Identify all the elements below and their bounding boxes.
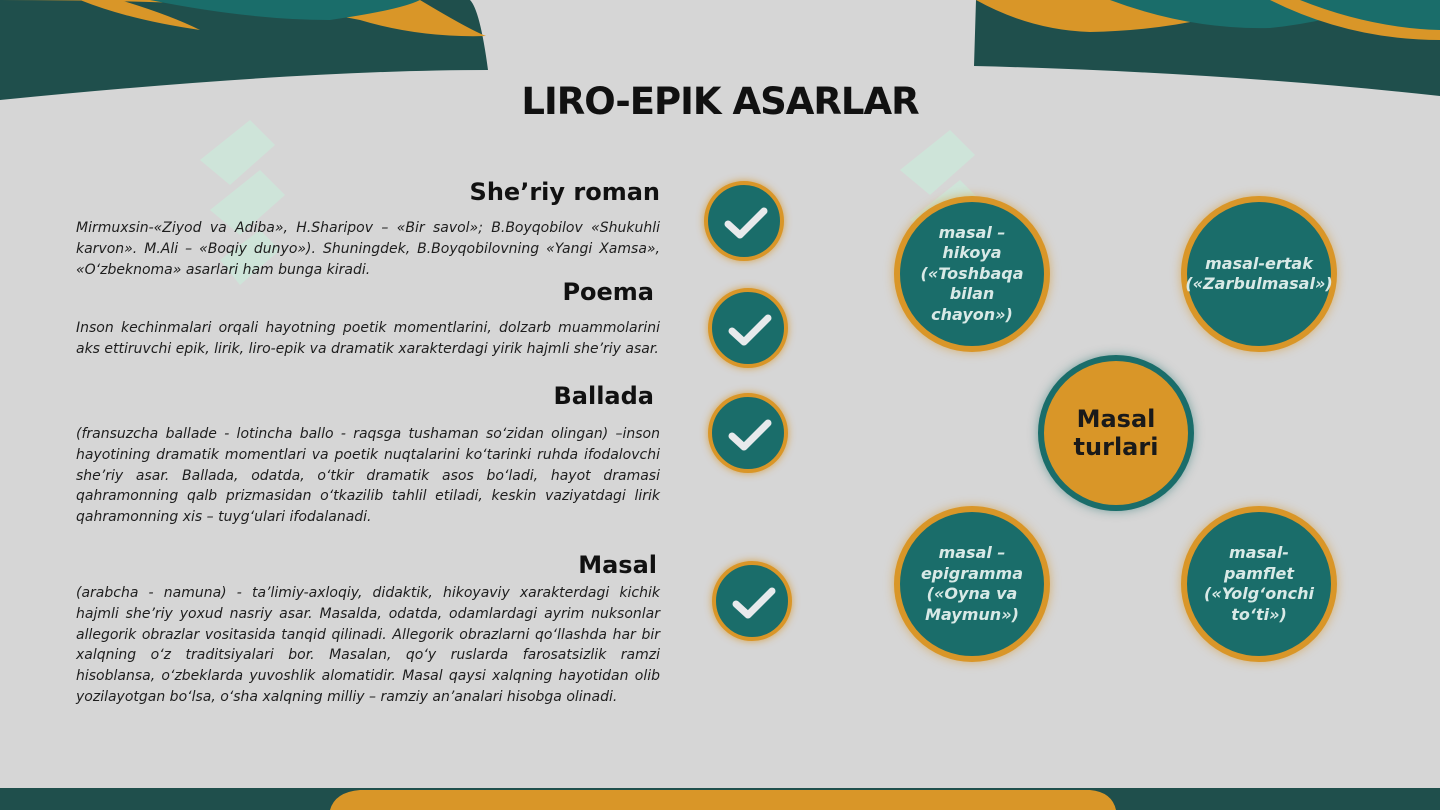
check-icon — [728, 415, 772, 455]
check-badge — [704, 181, 784, 261]
check-icon — [732, 583, 776, 623]
masal-turlari-center — [1038, 355, 1194, 511]
masal-type-label: masal – epigramma («Oyna va Maymun») — [920, 543, 1024, 624]
section-text-masal: (arabcha - namuna) - ta’limiy-axloqiy, didaktik, hikoyaviy xarakterdagi kichik hajmli she’riy yoxud nasriy asar. Masalda, odatda, odamlardagi ayrim nuksonlar allegorik obrazlar vositasida tanqid qilinadi. Allegorik obrazlarni qo‘llashda har bir xalqning o‘z traditsiyalari bor. Masalan, qo‘y ruslarda farosatsizlik ramzi hisoblansa, o‘zbeklarda yuvoshlik alomatidir. Masal qaysi xalqning hayotidan olib yozilayotgan bo‘lsa, o‘sha xalqning milliy – ramziy an’analari hisobga olinadi. — [76, 585, 660, 705]
page-title: LIRO-EPIK ASARLAR — [521, 80, 919, 123]
bottom-band-decoration — [0, 788, 1440, 810]
section-heading-masal: Masal — [578, 551, 657, 579]
watermark-logo — [180, 100, 300, 320]
center-label: Masal turlari — [1073, 405, 1159, 461]
check-badge — [708, 393, 788, 473]
masal-type-epigramma — [894, 506, 1050, 662]
masal-type-label: masal-pamflet («Yolg‘onchi to‘ti») — [1204, 543, 1314, 624]
masal-type-pamflet — [1181, 506, 1337, 662]
masal-type-label: masal-ertak («Zarbulmasal») — [1185, 253, 1333, 293]
check-badge — [712, 561, 792, 641]
masal-type-label: masal – hikoya («Toshbaqa bilan chayon») — [920, 222, 1024, 324]
section-heading-ballada: Ballada — [553, 382, 654, 410]
check-badge — [708, 288, 788, 368]
masal-type-ertak — [1181, 196, 1337, 352]
section-heading-sheriy-roman: She’riy roman — [469, 178, 660, 206]
section-heading-poema: Poema — [562, 278, 654, 306]
check-icon — [728, 310, 772, 350]
section-text-poema: Inson kechinmalari orqali hayotning poetik momentlarini, dolzarb muammolarini aks ettiruvchi epik, lirik, liro-epik va dramatik xarakterdagi yirik hajmli she’riy asar. — [76, 320, 660, 357]
section-text-sheriy-roman: Mirmuxsin-«Ziyod va Adiba», H.Sharipov – «Bir savol»; B.Boyqobilov «Shukuhli karvon». M.Ali – «Boqiy dunyo»). Shuningdek, B.Boyqobilovning «Yangi Xamsa», «O‘zbeknoma» asarlari ham bunga kiradi. — [76, 220, 660, 278]
section-text-ballada: (fransuzcha ballade - lotincha ballo - raqsga tushaman so‘zidan olingan) –inson hayotining dramatik momentlari va poetik nuqtalarini ko‘tarinki ruhda ifodalovchi she’riy asar. Ballada, odatda, o‘tkir dramatik asos bo‘ladi, hayot dramasi qahramonning qalb prizmasidan o‘tkazilib tahlil etiladi, keskin vaziyatdagi lirik qahramonning xis – tuyg‘ulari ifodalanadi. — [76, 426, 660, 526]
masal-type-hikoya — [894, 196, 1050, 352]
check-icon — [724, 203, 768, 243]
